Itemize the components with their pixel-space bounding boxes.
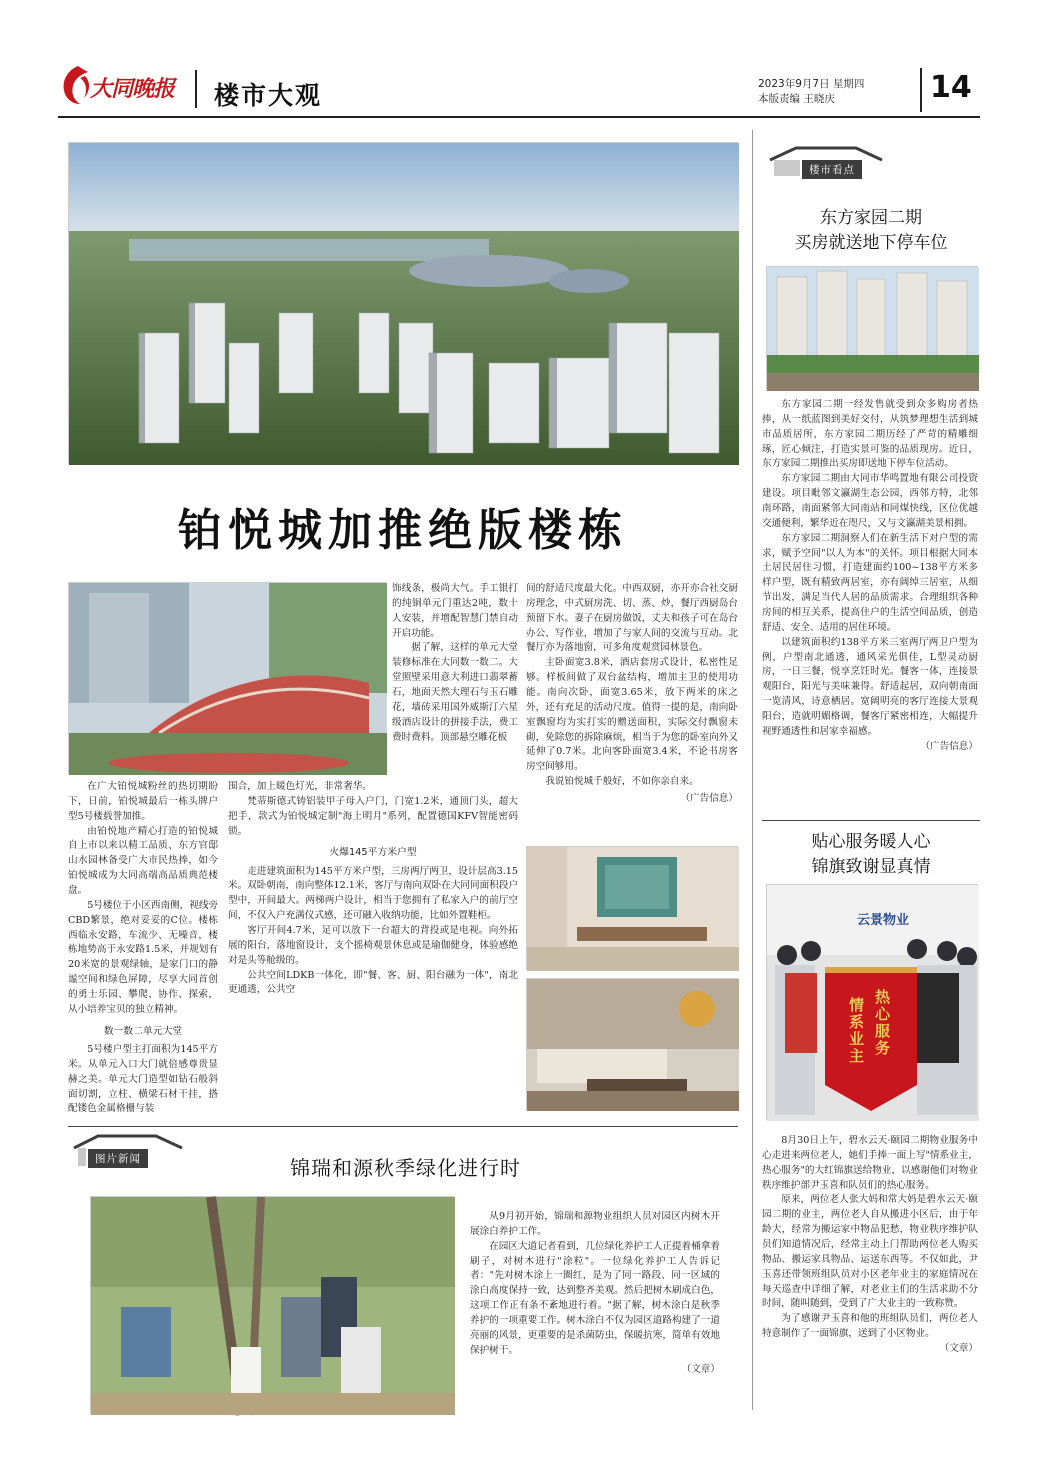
- story1-title-line2: 买房就送地下停车位: [794, 232, 948, 253]
- story1-body: [762, 398, 978, 752]
- paragraph: 客厅开间4.7米，足可以放下一台超大的背投或是电视。向外拓展的阳台，落地窗设计，支个摇椅观景休息或是瑜伽健身，体验感绝对是头等舱级的。: [228, 925, 518, 966]
- story2-body: [762, 1134, 978, 1406]
- photo-sign-text: 云景物业: [857, 913, 910, 928]
- dongfang-jiayuan-photo: [766, 266, 978, 390]
- paragraph: 由铂悦地产精心打造的铂悦城自上市以来以精工品质、东方官邸山水园林备受广大市民热捧，如今铂悦城成为大同高端高品质典范楼盘。: [68, 825, 218, 897]
- vertical-column-rule: [752, 130, 753, 1410]
- banner-text-col1: 热心服务: [873, 989, 891, 1057]
- paragraph: 为了感谢尹玉喜和他的班组队员们，两位老人特意制作了一面锦旗，送到了小区物业。: [762, 1313, 978, 1340]
- paragraph: 东方家园二期一经发售就受到众多购房者热捧，从一纸蓝图到美好交付，从筑梦理想生活到城市品质居所，东方家园二期历经了严苛的精雕细琢，匠心倾注，打造实景可鉴的品质现房。近日，东方家园二期推出买房即送地下停车位活动。: [762, 399, 978, 470]
- right-col-divider: [762, 820, 980, 821]
- playground-image: [69, 583, 387, 775]
- paragraph: 饰线条，极尚大气。手工银打的纯铜单元门重达2吨，数十人安装，并增配智慧门禁自动开启功能。: [392, 583, 518, 639]
- tag-tupian-xinwen: [70, 1132, 190, 1168]
- paragraph: 在广大铂悦城粉丝的热切期盼下，日前，铂悦城最后一栋头牌户型5号楼载誉加推。: [68, 781, 218, 822]
- logo-text: 大同晚报: [90, 76, 175, 102]
- greening-workers-image: [91, 1197, 455, 1415]
- paragraph: 从9月初开始，锦瑞和源物业组织人员对园区内树木开展涂白养护工作。: [470, 1211, 720, 1237]
- article-credit: （文章）: [681, 1363, 720, 1375]
- tag-loushi-kandian: [766, 144, 886, 178]
- paragraph: 5号楼户型主打面积为145平方米。从单元入口大门就倍感尊贵显赫之美。单元大门造型如钻石般斜面切割，立柱、横梁石材干挂，搭配镂色金属格栅与装: [68, 1043, 218, 1115]
- tag-label: 图片新闻: [88, 1149, 148, 1168]
- paragraph: 主卧面宽3.8米，酒店套房式设计，私密性足够。样板间做了双台盆结构，增加主卫的使用功能。南向次卧，面宽3.65米，放下两米的床之外，还有充足的活动尺度。值得一提的是，南向卧室飘窗均为实打实的赠送面积，实际交付飘窗未砌，免除您的拆除麻烦，相当于为您的卧室向外又延伸了0.7米。北向客卧面宽3.4米，不论书房客房空间够用。: [526, 657, 738, 773]
- main-article-col2: [228, 780, 518, 1128]
- ad-credit: （广告信息）: [920, 740, 978, 752]
- story2-title: [762, 830, 980, 879]
- aerial-scene-image: [69, 143, 739, 465]
- paragraph: 以建筑面积约138平方米三室两厅两卫户型为例，户型南北通透，通风采光俱佳，L型灵动厨房，一日三餐，悦享烹饪时光。餐客一体，连接景观阳台，阳光与美味兼得。舒适起居，双向朝南面一览清风，诗意栖居。宽阔明亮的客厅连接大景观阳台，造就明媚格调，餐客厅紧密相连，大幅提升视野通透性和居家幸福感。: [762, 636, 978, 737]
- paragraph: 梵蒂斯德式铸铝装甲子母入户门，门宽1.2米，通顶门头，超大把手，款式为铂悦城定制"海上明月"系列，配置德国KFV智能密码锁。: [228, 795, 518, 837]
- logo-mark-icon: [58, 64, 92, 108]
- masthead-divider-right: [920, 68, 922, 112]
- story2-title-line2: 锦旗致谢显真情: [811, 856, 931, 877]
- banner-text-col2: 情系业主: [847, 997, 865, 1065]
- newspaper-logo: [58, 60, 198, 112]
- main-article-col3: [526, 582, 738, 838]
- main-headline: 铂悦城加推绝版楼栋: [178, 505, 628, 556]
- tag-label: 楼市看点: [802, 160, 862, 179]
- interior-photo-1: [526, 846, 738, 970]
- masthead-bottom-rule: [58, 116, 980, 118]
- paragraph: 间的舒适尺度最大化。中西双厨，亦开亦合社交厨房理念，中式厨房洗、切、蒸、炒，餐厅西厨岛台预留下水。妻子在厨房做饭，丈夫和孩子可在岛台办公、写作业，增加了与家人间的交流与互动。北餐厅亦为落地窗，可多角度观赏园林景色。: [526, 583, 738, 654]
- paragraph: 据了解，这样的单元大堂装修标准在大同数一数二。大堂照壁采用意大利进口翡翠蓄石，地面天然大理石与玉石雕花，墙砖采用国外威斯汀六星级酒店设计的拼接手法，费工费时费料。顶部悬空雕花板: [392, 642, 518, 743]
- bottom-section-rule: [68, 1126, 738, 1127]
- editor-line: 本版责编 王晓庆: [758, 93, 835, 105]
- masthead-divider-left: [195, 70, 197, 108]
- sofa-room-image: [527, 979, 739, 1111]
- main-article-col2-top: [392, 582, 518, 774]
- date-line: 2023年9月7日 星期四: [758, 78, 865, 90]
- residential-towers-image: [767, 267, 979, 391]
- ad-credit: （广告信息）: [680, 793, 738, 805]
- story1-title-line1: 东方家园二期: [820, 208, 922, 228]
- banner-presentation-photo: [766, 884, 978, 1120]
- paragraph: 在园区大道记者看到，几位绿化养护工人正提着桶拿着刷子，对树木进行"涂粒"。一位绿化养护工人告诉记者："先对树木涂上一圈红，是为了同一路段、同一区域的涂白高度保持一致，达到整齐美观。然后把树木刷成白色，这项工作正有条不紊地进行着。"据了解，树木涂白是秋季养护的一项重要工作。树木涂白不仅为园区道路构建了一道亮丽的风景，更重要的是杀菌防虫，保暖抗寒，简单有效地保护树干。: [470, 1240, 720, 1356]
- story2-title-line1: 贴心服务暖人心: [811, 832, 931, 852]
- bottom-story-body: [470, 1210, 720, 1402]
- paragraph: 原来，两位老人张大妈和常大妈是碧水云天·颐园二期的业主，两位老人自从搬进小区后，由于年龄大，经常为搬运家中物品犯愁，物业秩序维护队员们知道情况后，经常主动上门帮助两位老人购买物品、搬运家具物品、运送东西等。不仅如此，尹玉喜还带领班组队员对小区老年业主的家庭情况在每天巡查中详细了解，对老业主们的生活求助不分时间，随叫随到，受到了广大业主的一致称赞。: [762, 1194, 978, 1310]
- article-credit: （文章）: [939, 1343, 978, 1355]
- paragraph: 东方家园二期洞察人们在新生活下对户型的需求，赋予空间"以人为本"的关怀。项目根据大同本土居民居住习惯，打造建面约100~138平方米多样户型，既有精致两居室，亦有阔绰三居室，从细节出发，满足当代人居的品质需求。合理组织各种房间的相互关系，提高住户的生活空间品质，创造舒适、安全、适用的居住环境。: [762, 532, 978, 633]
- paragraph: 走进建筑面积为145平方米户型，三房两厅两卫，设计层高3.15米。双卧朝南，南向整体12.1米，客厅与南向双卧在大同同面积段户型中，开间最大。两梯两户设计，相当于您拥有了私家入户的前厅空间，不仅入户充满仪式感，还可融入收纳功能，比如外置鞋柜。: [228, 865, 518, 922]
- story1-title: [762, 206, 980, 255]
- paragraph: 围合，加上暖色灯光，非常奢华。: [228, 781, 372, 792]
- masthead: [0, 0, 1038, 120]
- aerial-development-photo: [68, 142, 738, 464]
- bottom-story-title: 锦瑞和源秋季绿化进行时: [290, 1156, 521, 1180]
- paragraph: 5号楼位于小区西南侧，视线旁CBD繁景，绝对妥妥的C位。楼栋西临永安路，车流少、无噪音，楼栋地势高于永安路1.5米，并规划有20米宽的景观绿轴，是家门口的静谧空间和绿色屏障，尽享大同首创的勇士乐园、攀爬、协作、探索，从小培养宝贝的独立精神。: [68, 899, 219, 1015]
- living-room-image: [527, 847, 739, 971]
- paragraph: 8月30日上午，碧水云天·颐园二期物业服务中心走进来两位老人，她们手捧一面上写"情系业主，热心服务"的大红锦旗送给物业，以感谢他们对物业秩序维护部尹玉喜和队员们的热心服务。: [762, 1135, 978, 1191]
- main-article-col1: [68, 780, 218, 1128]
- paragraph: 东方家园二期由大同市华鸣置地有限公司投资建设。项目毗邻文瀛湖生态公园，西邻方特，北邻南环路，南面紧邻大同南站和同煤快线，区位优越交通便利，繁华近在咫尺，又与文瀛湖美景相拥。: [762, 473, 978, 529]
- tree-whitewash-photo: [90, 1196, 454, 1414]
- paragraph: 我说铂悦城千般好，不如你亲自来。: [545, 776, 699, 788]
- subheading: 火爆145平方米户型: [329, 847, 417, 859]
- page-number: 14: [930, 70, 972, 105]
- interior-photo-2: [526, 978, 738, 1110]
- playground-rendering-photo: [68, 582, 386, 774]
- paragraph: 公共空间LDKB一体化，即"餐、客、厨、阳台融为一体"，南北更通透，公共空: [228, 969, 518, 996]
- section-title: 楼市大观: [214, 81, 323, 110]
- subheading: 数一数二单元大堂: [103, 1025, 183, 1037]
